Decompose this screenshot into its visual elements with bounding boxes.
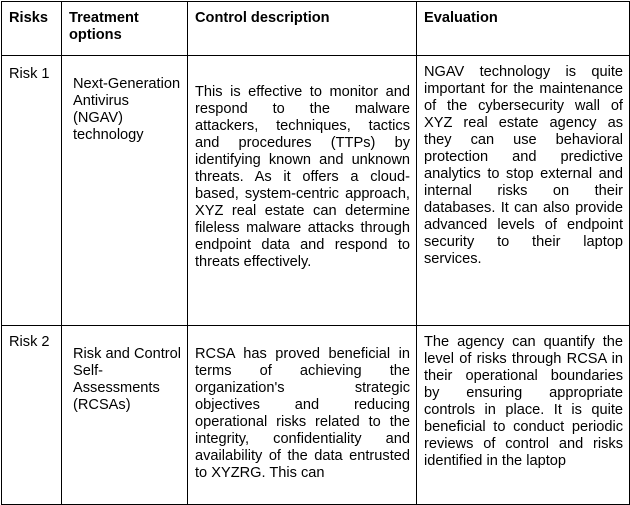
header-row xyxy=(2,2,630,56)
header-control-description: Control description xyxy=(188,2,417,56)
header-evaluation: Evaluation xyxy=(417,2,630,56)
treatment-cell: Risk and Control Self-Assessments (RCSAs) xyxy=(62,326,188,505)
treatment-cell: Next-Generation Antivirus (NGAV) technology xyxy=(62,56,188,326)
header-risks: Risks xyxy=(2,2,62,56)
table-row xyxy=(2,56,630,326)
control-description-cell: This is effective to monitor and respond to the malware attackers, techniques, tactics and procedures (TTPs) by identifying known and unknown threats. As it offers a cloud-based, system-centric approach, XYZ real estate can determine fileless malware attacks through endpoint data and respond to threats effectively. xyxy=(188,56,417,326)
risk-cell: Risk 1 xyxy=(2,56,62,326)
header-treatment-options: Treatment options xyxy=(62,2,188,56)
evaluation-cell: NGAV technology is quite important for the maintenance of the cybersecurity wall of XYZ real estate agency as they can use behavioral protection and predictive analytics to stop external and internal risks on their databases. It can also provide advanced levels of endpoint security to their laptop services. xyxy=(417,56,630,326)
table-row xyxy=(2,326,630,505)
control-description-cell: RCSA has proved beneficial in terms of achieving the organization's strategic objectives and reducing operational risks related to the integrity, confidentiality and availability of the data entrusted to XYZRG. This can xyxy=(188,326,417,505)
risk-cell: Risk 2 xyxy=(2,326,62,505)
risk-treatment-table xyxy=(1,1,630,505)
evaluation-cell: The agency can quantify the level of risks through RCSA in their operational boundaries by ensuring appropriate controls in place. It is quite beneficial to conduct periodic reviews of control and risks identified in the laptop xyxy=(417,326,630,505)
